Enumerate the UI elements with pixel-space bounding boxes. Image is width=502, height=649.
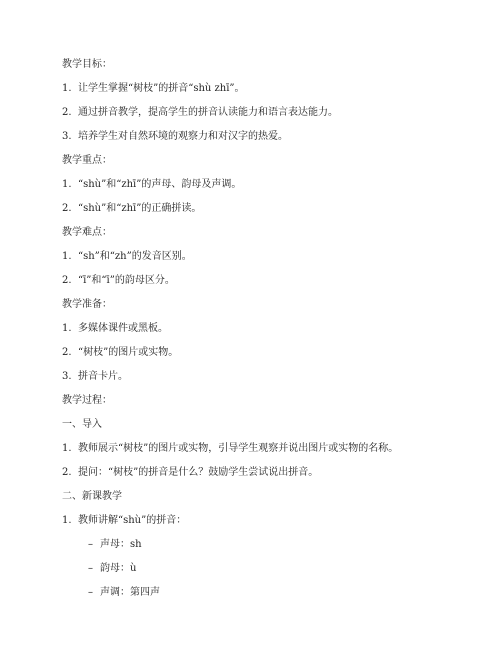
item-number: 2. [62,467,72,478]
item-text: “树枝”的图片或实物。 [78,347,179,358]
process-heading: 教学过程： [62,395,112,406]
list-item [62,178,241,192]
dash-bullet: – [88,587,93,598]
item-text: 让学生掌握“树枝”的拼音“shù zhī”。 [78,83,245,94]
item-number: 1. [62,443,72,454]
section-heading: 一、导入 [62,419,102,430]
list-item [62,82,245,96]
list-item [62,106,338,120]
list-item [62,370,128,384]
key-points-heading: 教学重点： [62,155,112,166]
item-text: 教师展示“树枝”的图片或实物，引导学生观察并说出图片或实物的名称。 [78,443,399,454]
list-item [62,466,318,480]
list-item [62,202,201,216]
item-number: 3. [62,371,72,382]
item-text: “sh”和“zh”的发音区别。 [78,251,192,262]
dash-bullet: – [88,563,93,574]
list-item [62,274,175,288]
item-text: “shù”和“zhī”的声母、韵母及声调。 [78,179,242,190]
difficulties-heading: 教学难点： [62,227,112,238]
item-number: 1. [62,323,72,334]
item-number: 1. [62,515,72,526]
item-number: 2. [62,107,72,118]
list-item [62,322,168,336]
item-text: 培养学生对自然环境的观察力和对汉字的热爱。 [78,131,288,142]
item-number: 1. [62,83,72,94]
list-item [62,130,288,144]
item-text: “shù”和“zhī”的正确拼读。 [78,203,202,214]
dash-bullet: – [88,539,93,550]
list-item [62,250,192,264]
item-number: 2. [62,203,72,214]
list-item [62,442,398,456]
item-number: 3. [62,131,72,142]
item-text: “ī”和“ī”的韵母区分。 [78,275,175,286]
sub-list-item [88,586,160,600]
item-text: 多媒体课件或黑板。 [78,323,168,334]
item-text: 提问：“树枝”的拼音是什么？鼓励学生尝试说出拼音。 [78,467,319,478]
sub-item-text: 声调：第四声 [100,587,160,598]
sub-item-text: 韵母：ù [100,563,137,574]
item-number: 1. [62,251,72,262]
goals-heading: 教学目标： [62,59,112,70]
item-text: 教师讲解“shù”的拼音： [78,515,187,526]
item-number: 2. [62,275,72,286]
list-item [62,346,178,360]
preparation-heading: 教学准备： [62,299,112,310]
item-number: 2. [62,347,72,358]
item-number: 1. [62,179,72,190]
item-text: 拼音卡片。 [78,371,128,382]
section-heading: 二、新课教学 [62,491,122,502]
sub-item-text: 声母：sh [100,539,142,550]
sub-list-item [88,538,142,552]
item-text: 通过拼音教学，提高学生的拼音认读能力和语言表达能力。 [78,107,338,118]
list-item [62,514,186,528]
sub-list-item [88,562,136,576]
